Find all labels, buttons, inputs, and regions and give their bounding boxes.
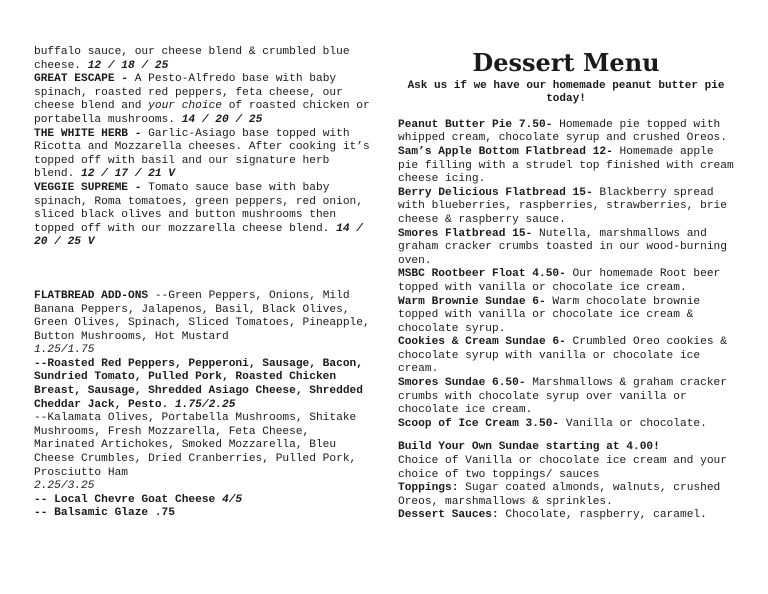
byo-description: Choice of Vanilla or chocolate ice cream and your choice of two toppings/ sauces: [398, 455, 727, 481]
dessert-item: MSBC Rootbeer Float 4.50- Our homemade Root beer topped with vanilla or chocolate ice cream.: [398, 268, 721, 294]
dessert-item: Smores Sundae 6.50- Marshmallows & graham cracker crumbs with chocolate syrup over vanilla or chocolate ice cream.: [398, 377, 727, 417]
byo-sauces: Dessert Sauces: Chocolate, raspberry, caramel.: [398, 509, 707, 522]
subtitle: Ask us if we have our homemade peanut butter pie today!: [407, 79, 725, 106]
byo-toppings: Toppings: Sugar coated almonds, walnuts, crushed Oreos, marshmallows & sprinkles.: [398, 482, 721, 508]
menu-item-veggie-supreme: VEGGIE SUPREME - Tomato sauce base with baby spinach, Roma tomatoes, green peppers, red onion, sliced black olives and button mushrooms then topped off with our mozzarella cheese blend. 14 / 20 / 25 V: [34, 181, 363, 249]
byo-heading: Build Your Own Sundae starting at 4.00!: [398, 441, 660, 454]
dessert-item: Sam’s Apple Bottom Flatbread 12- Homemade apple pie filling with a strudel top finished with cream cheese icing.: [398, 145, 734, 186]
dessert-item: Smores Flatbread 15- Nutella, marshmallows and graham cracker crumbs toasted in our wood-burning oven.: [398, 227, 727, 267]
dessert-item: Warm Brownie Sundae 6- Warm chocolate brownie topped with vanilla or chocolate ice cream & chocolate syrup.: [398, 295, 701, 335]
addons-basic: FLATBREAD ADD-ONS --Green Peppers, Onions, Mild Banana Peppers, Jalapenos, Basil, Black Olives, Green Olives, Spinach, Sliced Tomatoes, Pineapple, Button Mushrooms, Hot Mustard 1.25/1.75: [34, 289, 370, 357]
dessert-item: Peanut Butter Pie 7.50- Homemade pie topped with whipped cream, chocolate syrup and crushed Oreos.: [398, 118, 727, 145]
dessert-item: Berry Delicious Flatbread 15- Blackberry spread with blueberries, raspberries, strawberries, brie cheese & raspberry sauce.: [398, 186, 727, 226]
dessert-item: Cookies & Cream Sundae 6- Crumbled Oreo cookies & chocolate syrup with vanilla or chocolate ice cream.: [398, 336, 727, 376]
dessert-item: Scoop of Ice Cream 3.50- Vanilla or chocolate.: [398, 417, 707, 430]
addon-chevre: -- Local Chevre Goat Cheese 4/5: [34, 493, 243, 506]
menu-item-white-herb: THE WHITE HERB - Garlic-Asiago base topped with Ricotta and Mozzarella cheeses. After cooking it’s topped off with basil and our signature herb blend. 12 / 17 / 21 V: [34, 127, 370, 181]
addons-specialty: --Kalamata Olives, Portabella Mushrooms, Shitake Mushrooms, Fresh Mozzarella, Feta Cheese, Marinated Artichokes, Smoked Mozzarella, Bleu Cheese Crumbles, Dried Cranberries, Pulled Pork, Prosciutto Ham 2.25/3.25: [34, 412, 357, 493]
dessert-list: [398, 119, 734, 432]
menu-item-continued: buffalo sauce, our cheese blend & crumbled blue cheese. 12 / 18 / 25: [34, 46, 350, 72]
pizza-column: [34, 46, 374, 521]
page-title: Dessert Menu: [472, 48, 660, 77]
addon-balsamic: -- Balsamic Glaze .75: [34, 507, 175, 520]
dessert-column: [398, 48, 734, 523]
menu-item-great-escape: GREAT ESCAPE - A Pesto-Alfredo base with baby spinach, roasted red peppers, feta cheese, our cheese blend and your choice of roasted chicken or portabella mushrooms. 14 / 20 / 25: [34, 73, 370, 126]
addons-premium: --Roasted Red Peppers, Pepperoni, Sausage, Bacon, Sundried Tomato, Pulled Pork, Roasted Chicken Breast, Sausage, Shredded Asiago Cheese, Shredded Cheddar Jack, Pesto. 1.75/2.25: [34, 357, 363, 411]
